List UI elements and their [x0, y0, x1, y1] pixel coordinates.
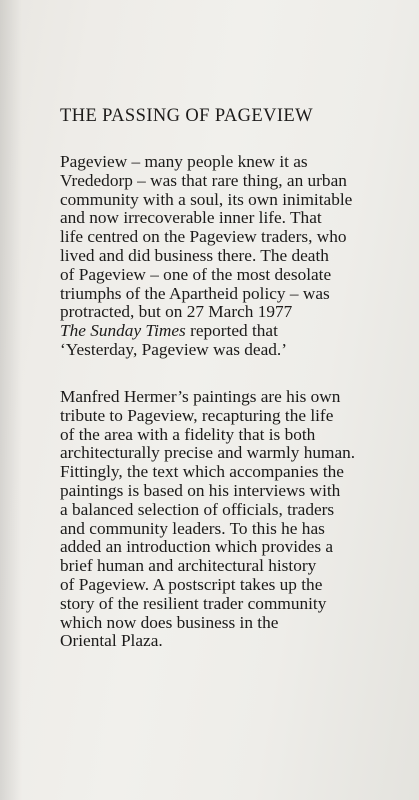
- text-line: Fittingly, the text which accompanies the: [60, 462, 344, 482]
- text-line: of Pageview – one of the most desolate: [60, 264, 332, 284]
- text-line: of Pageview. A postscript takes up the: [60, 574, 323, 594]
- text-line: which now does business in the: [60, 612, 279, 632]
- text-line: paintings is based on his interviews with: [60, 480, 341, 500]
- text-line: and community leaders. To this he has: [60, 518, 325, 538]
- text-line: life centred on the Pageview traders, who: [60, 227, 347, 247]
- text-line: and now irrecoverable inner life. That: [60, 208, 322, 228]
- text-line: of the area with a fidelity that is both: [60, 424, 316, 444]
- text-line: architecturally precise and warmly human.: [60, 443, 356, 463]
- page-fold-shadow: [0, 0, 22, 800]
- text-line: tribute to Pageview, recapturing the life: [60, 405, 334, 425]
- text-line: story of the resilient trader community: [60, 593, 327, 613]
- text-line: brief human and architectural history: [60, 556, 317, 576]
- text-line: Manfred Hermer’s paintings are his own: [60, 387, 341, 406]
- paragraph-intro: [60, 153, 410, 360]
- newspaper-title: The Sunday Times: [60, 321, 186, 341]
- page-title: THE PASSING OF PAGEVIEW: [60, 106, 313, 126]
- text-line: triumphs of the Apartheid policy – was: [60, 283, 330, 303]
- text-line: Vrededorp – was that rare thing, an urban: [60, 170, 347, 190]
- text-line: lived and did business there. The death: [60, 245, 329, 265]
- text-line: a balanced selection of officials, traders: [60, 499, 335, 519]
- text-fragment: reported that: [185, 321, 278, 341]
- quote-line: ‘Yesterday, Pageview was dead.’: [60, 339, 287, 359]
- text-line: community with a soul, its own inimitable: [60, 189, 353, 209]
- text-line: added an introduction which provides a: [60, 537, 334, 557]
- paragraph-description: [60, 388, 410, 651]
- text-line: [60, 322, 410, 341]
- text-line: protracted, but on 27 March 1977: [60, 302, 293, 322]
- text-line: Oriental Plaza.: [60, 631, 163, 651]
- text-line: Pageview – many people knew it as: [60, 152, 308, 171]
